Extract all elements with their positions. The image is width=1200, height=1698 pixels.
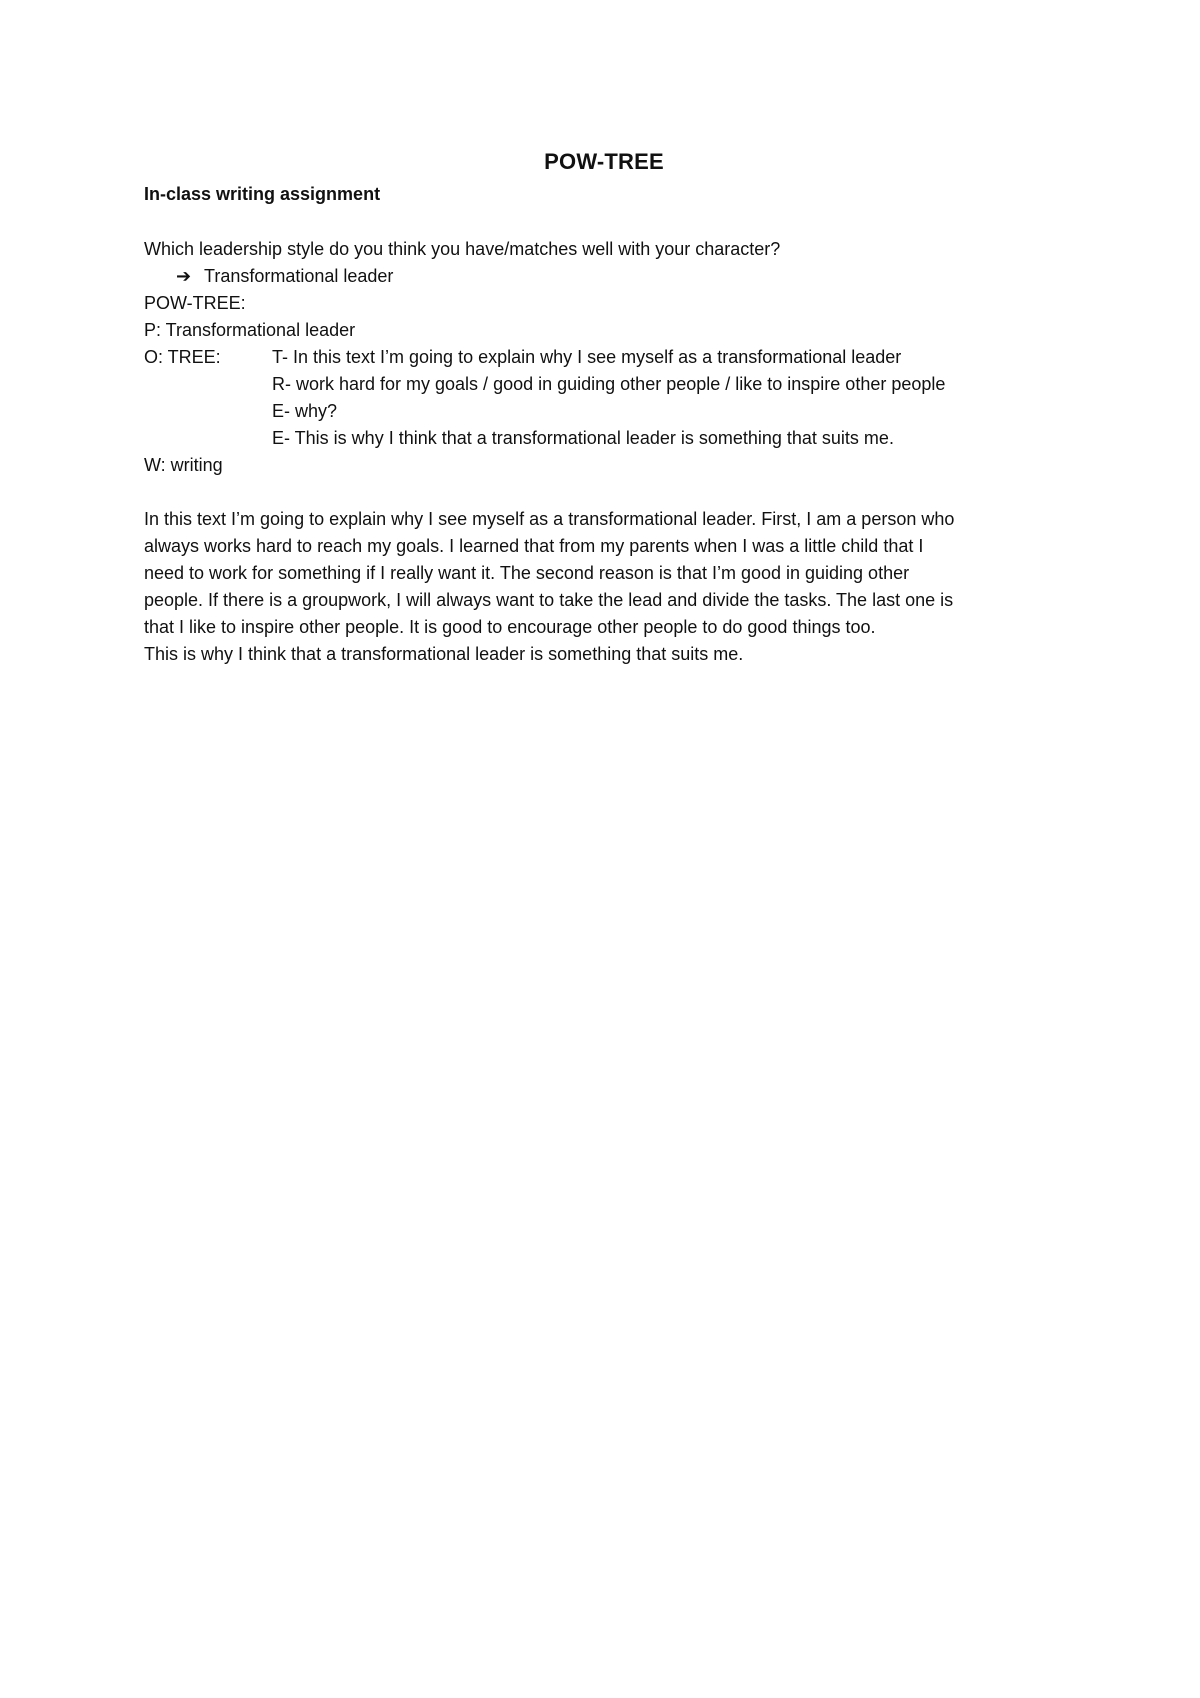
document-title: POW-TREE <box>544 149 664 174</box>
essay-line: always works hard to reach my goals. I learned that from my parents when I was a little child that I <box>144 536 924 556</box>
o-tree-row <box>144 344 1064 371</box>
essay-paragraph <box>144 506 1064 668</box>
essay-line: that I like to inspire other people. It is good to encourage other people to do good things too. <box>144 617 876 637</box>
tree-t-line: T- In this text I’m going to explain why I see myself as a transformational leader <box>272 347 902 367</box>
question-text: Which leadership style do you think you have/matches well with your character? <box>144 239 781 259</box>
paragraph-spacer <box>144 479 1064 506</box>
p-line: P: Transformational leader <box>144 320 356 340</box>
pow-tree-heading: POW-TREE: <box>144 293 246 313</box>
tree-e1-line: E- why? <box>272 401 338 421</box>
o-tree-label: O: TREE: <box>144 347 221 367</box>
answer-text: Transformational leader <box>204 266 394 286</box>
document-subtitle: In-class writing assignment <box>144 184 381 204</box>
essay-line: In this text I’m going to explain why I see myself as a transformational leader. First, I am a person who <box>144 509 955 529</box>
w-line: W: writing <box>144 455 223 475</box>
arrow-right-icon: ➔ <box>176 266 192 286</box>
tree-e2-line: E- This is why I think that a transformational leader is something that suits me. <box>272 428 894 448</box>
essay-line: This is why I think that a transformational leader is something that suits me. <box>144 644 744 664</box>
answer-line <box>144 263 1064 290</box>
essay-line: people. If there is a groupwork, I will always want to take the lead and divide the tasks. The last one is <box>144 590 954 610</box>
essay-line: need to work for something if I really want it. The second reason is that I’m good in guiding other <box>144 563 910 583</box>
document-content <box>144 148 1064 668</box>
tree-r-line: R- work hard for my goals / good in guiding other people / like to inspire other people <box>272 374 946 394</box>
